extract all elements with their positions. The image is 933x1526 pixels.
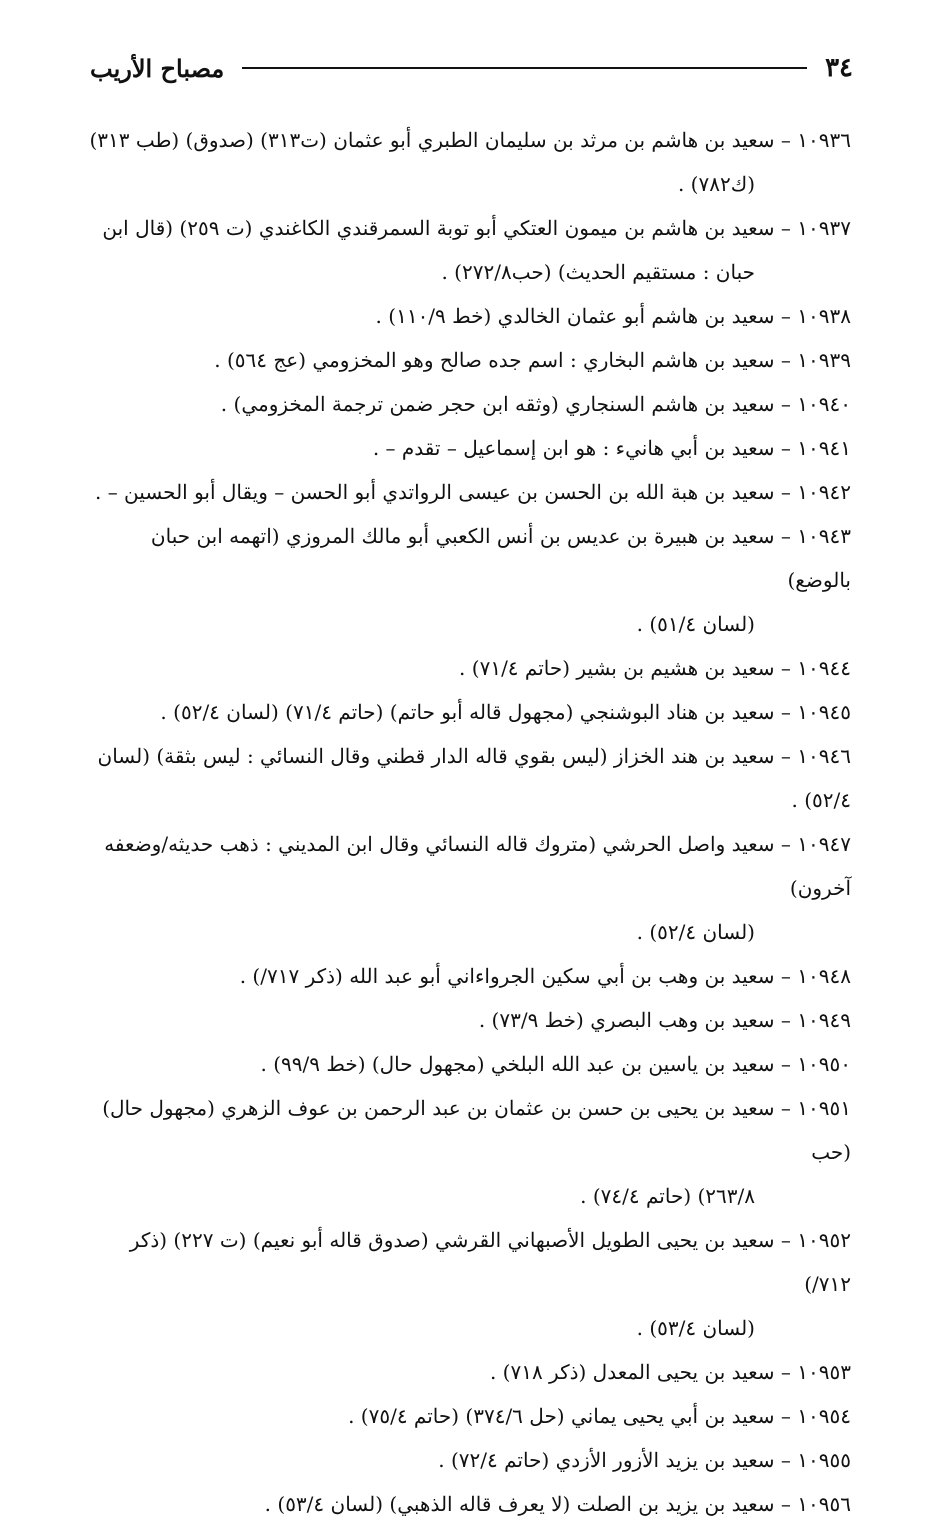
entry-10949 xyxy=(86,998,851,1042)
entry-10946 xyxy=(86,734,851,822)
entry-text: ١٠٩٥١ – سعيد بن يحيى بن حسن بن عثمان بن عبد الرحمن بن عوف الزهري (مجهول حال) (حب xyxy=(102,1096,851,1164)
entry-text: ١٠٩٣٦ – سعيد بن هاشم بن مرثد بن سليمان الطبري أبو عثمان (ت٣١٣) (صدوق) (طب ٣١٣) xyxy=(89,128,851,152)
entry-10938 xyxy=(86,294,851,338)
entry-text: ١٠٩٤٤ – سعيد بن هشيم بن بشير (حاتم ٧١/٤) . xyxy=(459,656,851,680)
entry-continuation: (لسان ٥٣/٤) . xyxy=(636,1316,755,1340)
running-title: مصباح الأريب xyxy=(90,53,225,83)
entry-10954 xyxy=(86,1394,851,1438)
entry-text: ١٠٩٥٦ – سعيد بن يزيد بن الصلت (لا يعرف قاله الذهبي) (لسان ٥٣/٤) . xyxy=(264,1492,851,1516)
entry-text: ١٠٩٣٩ – سعيد بن هاشم البخاري : اسم جده صالح وهو المخزومي (عج ٥٦٤) . xyxy=(214,348,851,372)
entry-continuation: (لسان ٥٢/٤) . xyxy=(636,920,755,944)
entry-10953 xyxy=(86,1350,851,1394)
entry-10947 xyxy=(86,822,851,954)
entry-text: ١٠٩٤٩ – سعيد بن وهب البصري (خط ٧٣/٩) . xyxy=(478,1008,851,1032)
entry-10941 xyxy=(86,426,851,470)
entry-text: ١٠٩٤١ – سعيد بن أبي هانيء : هو ابن إسماعيل – تقدم – . xyxy=(372,436,851,460)
entry-text: ١٠٩٥٢ – سعيد بن يحيى الطويل الأصبهاني القرشي (صدوق قاله أبو نعيم) (ت ٢٢٧) (ذكر ٧١٢/) xyxy=(129,1228,851,1296)
entry-10944 xyxy=(86,646,851,690)
entry-10936 xyxy=(86,118,851,206)
entry-continuation: (لسان ٥١/٤) . xyxy=(636,612,755,636)
entry-10939 xyxy=(86,338,851,382)
entry-10942 xyxy=(86,470,851,514)
entry-text: ١٠٩٥٤ – سعيد بن أبي يحيى يماني (حل ٣٧٤/٦) (حاتم ٧٥/٤) . xyxy=(348,1404,851,1428)
entry-text: ١٠٩٤٧ – سعيد واصل الحرشي (متروك قاله النسائي وقال ابن المديني : ذهب حديثه/وضعفه آخرون) xyxy=(104,832,851,900)
entry-continuation: حبان : مستقيم الحديث) (حب٢٧٢/٨) . xyxy=(441,260,755,284)
entry-10945 xyxy=(86,690,851,734)
entry-text: ١٠٩٣٧ – سعيد بن هاشم بن ميمون العتكي أبو توبة السمرقندي الكاغندي (ت ٢٥٩) (قال ابن xyxy=(102,216,851,240)
entry-10951 xyxy=(86,1086,851,1218)
entry-text: ١٠٩٥٥ – سعيد بن يزيد الأزور الأزدي (حاتم ٧٢/٤) . xyxy=(438,1448,851,1472)
entry-continuation: ٢٦٣/٨) (حاتم ٧٤/٤) . xyxy=(580,1184,755,1208)
entry-10937 xyxy=(86,206,851,294)
entry-continuation: (ك٧٨٢) . xyxy=(677,172,755,196)
entry-10950 xyxy=(86,1042,851,1086)
entry-text: ١٠٩٤٠ – سعيد بن هاشم السنجاري (وثقه ابن حجر ضمن ترجمة المخزومي) . xyxy=(220,392,851,416)
entry-10955 xyxy=(86,1438,851,1482)
entry-10943 xyxy=(86,514,851,646)
page-header xyxy=(90,48,853,88)
entry-text: ١٠٩٥٠ – سعيد بن ياسين بن عبد الله البلخي (مجهول حال) (خط ٩٩/٩) . xyxy=(260,1052,851,1076)
entry-10940 xyxy=(86,382,851,426)
entry-10948 xyxy=(86,954,851,998)
entry-text: ١٠٩٤٦ – سعيد بن هند الخزاز (ليس بقوي قاله الدار قطني وقال النسائي : ليس بثقة) (لسان ٥٢/٤) . xyxy=(97,744,851,812)
entry-text: ١٠٩٥٣ – سعيد بن يحيى المعدل (ذكر ٧١٨) . xyxy=(489,1360,851,1384)
entry-list xyxy=(86,118,851,1526)
entry-text: ١٠٩٤٥ – سعيد بن هناد البوشنجي (مجهول قاله أبو حاتم) (حاتم ٧١/٤) (لسان ٥٢/٤) . xyxy=(160,700,851,724)
entry-text: ١٠٩٤٨ – سعيد بن وهب بن أبي سكين الجرواءاني أبو عبد الله (ذكر ٧١٧/) . xyxy=(239,964,851,988)
header-rule xyxy=(242,67,807,69)
entry-text: ١٠٩٣٨ – سعيد بن هاشم أبو عثمان الخالدي (خط ١١٠/٩) . xyxy=(375,304,851,328)
entry-10956 xyxy=(86,1482,851,1526)
entry-text: ١٠٩٤٢ – سعيد بن هبة الله بن الحسن بن عيسى الرواتدي أبو الحسن – ويقال أبو الحسين – . xyxy=(94,480,851,504)
entry-10952 xyxy=(86,1218,851,1350)
entry-text: ١٠٩٤٣ – سعيد بن هبيرة بن عديس بن أنس الكعبي أبو مالك المروزي (اتهمه ابن حبان بالوضع) xyxy=(150,524,851,592)
page-number: ٣٤ xyxy=(825,53,853,83)
